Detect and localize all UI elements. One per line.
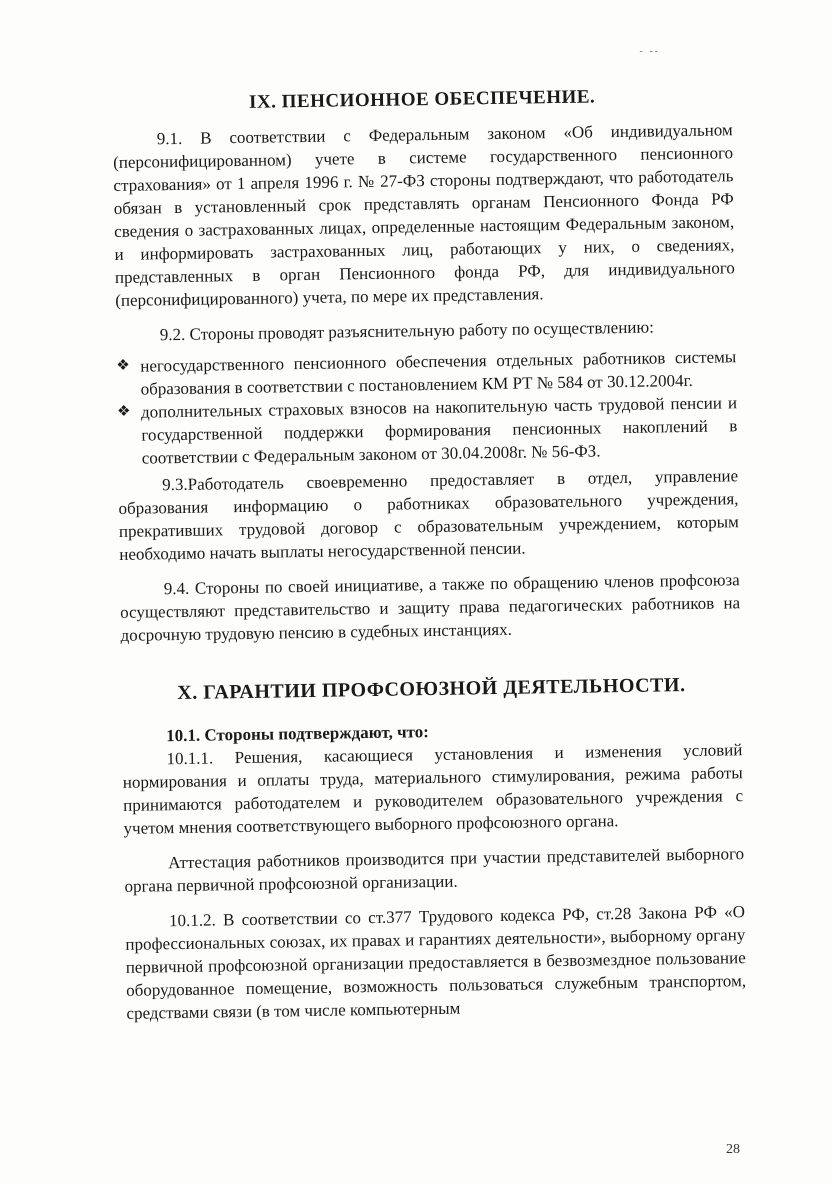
page-number: 28 [726,1142,740,1157]
list-item-text: негосударственного пенсионного обеспечения отдельных работников системы образования в соответствии с постановлением КМ РТ № 584 от 30.12.2004г. [140,347,737,399]
subsection-10-1-heading: 10.1. Стороны подтверждают, что: [165,722,430,746]
list-item [117,391,738,470]
paragraph-attestation: Аттестация работников производится при участии представителей выборного органа первичной профсоюзной организации. [124,844,745,896]
paragraph-9-3: 9.3.Работодатель своевременно предоставляет в отдел, управление образования информацию о работниках образовательного учреждения, прекративших трудовой договор с образовательным учреждением, которым необходимо начать выплаты негосударственной пенсии. [118,466,739,564]
bullet-list [116,345,738,470]
diamond-bullet-icon: ❖ [116,403,131,420]
paragraph-10-1-1: 10.1.1. Решения, касающиеся установления и изменения условий нормирования и оплаты труда, материального стимулирования, режима работы принимаются работодателем и руководителем образовательного учреждения с учетом мнения соответствующего выборного профсоюзного органа. [122,740,744,838]
paragraph-10-1-2: 10.1.2. В соответствии со ст.377 Трудового кодекса РФ, ст.28 Закона РФ «О профессиональных союзах, их правах и гарантиях деятельности», выборному органу первичной профсоюзной организации предоставляется в безвозмездное пользование оборудованное помещение, возможность пользоваться служебным транспортом, средствами связи (в том числе компьютерным [125,902,747,1023]
diamond-bullet-icon: ❖ [116,357,130,374]
paragraph-9-2: 9.2. Стороны проводят разъяснительную работу по осуществлению: [159,317,655,345]
scan-artifact: - -- [639,46,660,57]
paragraph-9-4: 9.4. Стороны по своей инициативе, а также по обращению членов профсоюза осуществляют представительство и защиту права педагогических работников на досрочную трудовую пенсию в судебных инстанциях. [120,570,741,645]
section-10-title: X. ГАРАНТИИ ПРОФСОЮЗНОЙ ДЕЯТЕЛЬНОСТИ. [177,674,686,705]
list-item-text: дополнительных страховых взносов на накопительную часть трудовой пенсии и государственной поддержки формирования пенсионных накоплений в соответствии с Федеральным законом от 30.04.2008г. № 56-ФЗ. [140,393,738,468]
paragraph-9-1: 9.1. В соответствии с Федеральным законом «Об индивидуальном (персонифицированном) учете в системе государственного пенсионного страхования» от 1 апреля 1996 г. № 27-ФЗ стороны подтверждают, что работодатель обязан в установленный срок представлять органам Пенсионного Фонда РФ сведения о застрахованных лицах, определенные настоящим Федеральным законом, и информировать застрахованных лиц, работающих у них, о сведениях, представленных в орган Пенсионного фонда РФ, для индивидуального (персонифицированного) учета, по мере их представления. [112,120,735,310]
page-content [112,82,747,1025]
section-9-title: IX. ПЕНСИОННОЕ ОБЕСПЕЧЕНИЕ. [248,86,596,113]
